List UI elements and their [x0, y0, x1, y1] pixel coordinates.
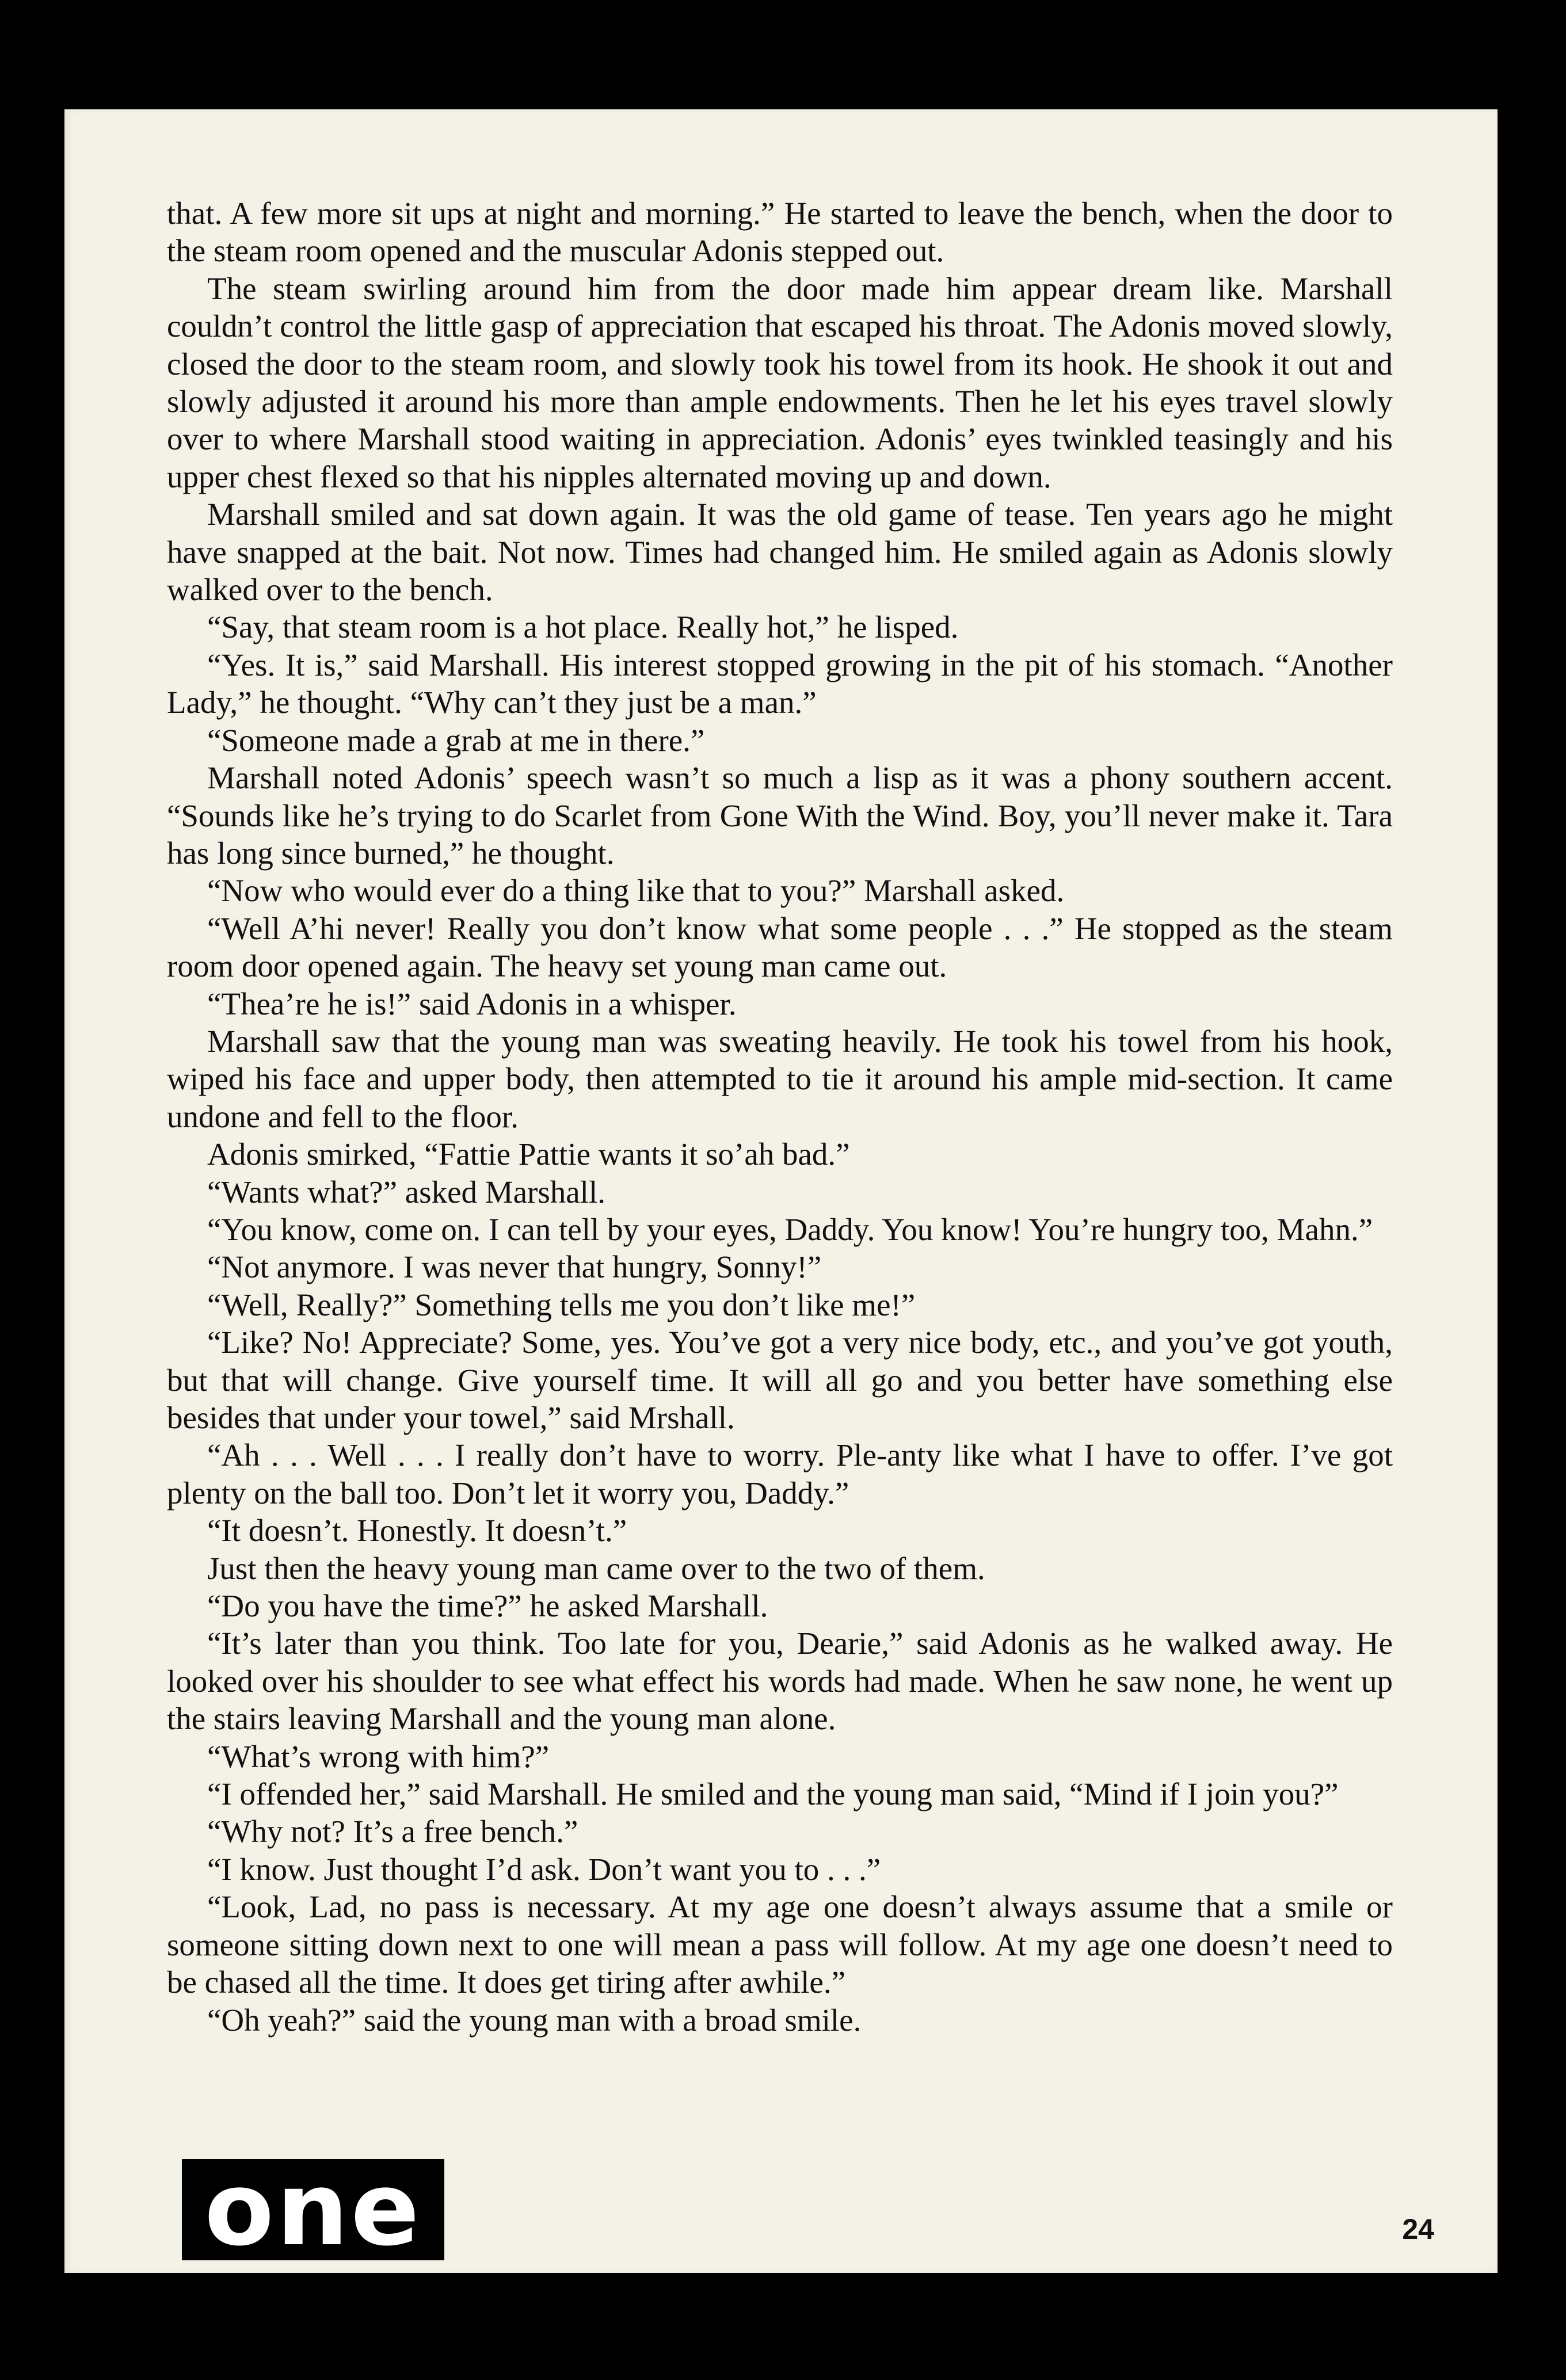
paragraph: “Not anymore. I was never that hungry, Sonny!” [207, 1249, 822, 1285]
paragraph: “Why not? It’s a free bench.” [207, 1814, 578, 1849]
paragraph: “Yes. It is,” said Marshall. His interest stopped growing in the pit of his stomach. “Another Lady,” he thought. “Why can’t they just be a man.” [167, 647, 1393, 720]
paragraph: “Thea’re he is!” said Adonis in a whisper. [207, 986, 737, 1021]
paragraph: “I offended her,” said Marshall. He smiled and the young man said, “Mind if I join you?” [207, 1776, 1339, 1812]
paragraph: Adonis smirked, “Fattie Pattie wants it so’ah bad.” [207, 1136, 850, 1172]
logo-text: one [204, 2159, 422, 2260]
paragraph: “I know. Just thought I’d ask. Don’t want you to . . .” [207, 1851, 881, 1887]
paragraph: “Ah . . . Well . . . I really don’t have to worry. Ple-anty like what I have to offer. I’ve got plenty on the ball too. Don’t let it worry you, Daddy.” [167, 1437, 1393, 1511]
paragraph: “Wants what?” asked Marshall. [207, 1174, 605, 1210]
paragraph: “Look, Lad, no pass is necessary. At my age one doesn’t always assume that a smile or someone sitting down next to one will mean a pass will follow. At my age one doesn’t need to be chased all the time. It does get tiring after awhile.” [167, 1889, 1393, 2000]
paragraph: Just then the heavy young man came over to the two of them. [207, 1550, 985, 1586]
paragraph: “You know, come on. I can tell by your eyes, Daddy. You know! You’re hungry too, Mahn.” [207, 1211, 1373, 1247]
paragraph: “Well, Really?” Something tells me you don’t like me!” [207, 1287, 916, 1322]
magazine-logo [182, 2159, 444, 2260]
paragraph: The steam swirling around him from the door made him appear dream like. Marshall couldn’t control the little gasp of appreciation that escaped his throat. The Adonis moved slowly, closed the door to the steam room, and slowly took his towel from its hook. He shook it out and slowly adjusted it around his more than ample endowments. Then he let his eyes travel slowly over to where Marshall stood waiting in appreciation. Adonis’ eyes twinkled teasingly and his upper chest flexed so that his nipples alternated moving up and down. [167, 270, 1393, 494]
paragraph: “Like? No! Appreciate? Some, yes. You’ve got a very nice body, etc., and you’ve got youth, but that will change. Give yourself time. It will all go and you better have something else besides that under your towel,” said Mrshall. [167, 1325, 1393, 1435]
story-text [167, 194, 1393, 2039]
paragraph: “It doesn’t. Honestly. It doesn’t.” [207, 1513, 627, 1548]
paragraph: “Oh yeah?” said the young man with a broad smile. [207, 2002, 862, 2038]
paragraph: “Well A’hi never! Really you don’t know what some people . . .” He stopped as the steam room door opened again. The heavy set young man came out. [167, 910, 1393, 984]
paragraph: “Now who would ever do a thing like that to you?” Marshall asked. [207, 873, 1065, 909]
paragraph: Marshall smiled and sat down again. It was the old game of tease. Ten years ago he might have snapped at the bait. Not now. Times had changed him. He smiled again as Adonis slowly walked over to the bench. [167, 497, 1393, 608]
paragraph: Marshall noted Adonis’ speech wasn’t so much a lisp as it was a phony southern accent. “Sounds like he’s trying to do Scarlet from Gone With the Wind. Boy, you’ll never make it. Tara has long since burned,” he thought. [167, 760, 1393, 871]
paragraph: that. A few more sit ups at night and morning.” He started to leave the bench, when the door to the steam room opened and the muscular Adonis stepped out. [167, 196, 1393, 269]
magazine-page [64, 109, 1498, 2273]
paragraph: Marshall saw that the young man was sweating heavily. He took his towel from his hook, wiped his face and upper body, then attempted to tie it around his ample mid-section. It came undone and fell to the floor. [167, 1023, 1393, 1134]
paragraph: “Say, that steam room is a hot place. Really hot,” he lisped. [207, 609, 959, 645]
paragraph: “What’s wrong with him?” [207, 1738, 550, 1774]
page-number: 24 [1402, 2213, 1434, 2245]
paragraph: “Do you have the time?” he asked Marshall. [207, 1588, 768, 1624]
paragraph: “Someone made a grab at me in there.” [207, 722, 705, 758]
paragraph: “It’s later than you think. Too late for you, Dearie,” said Adonis as he walked away. He looked over his shoulder to see what effect his words had made. When he saw none, he went up the stairs leaving Marshall and the young man alone. [167, 1626, 1393, 1737]
